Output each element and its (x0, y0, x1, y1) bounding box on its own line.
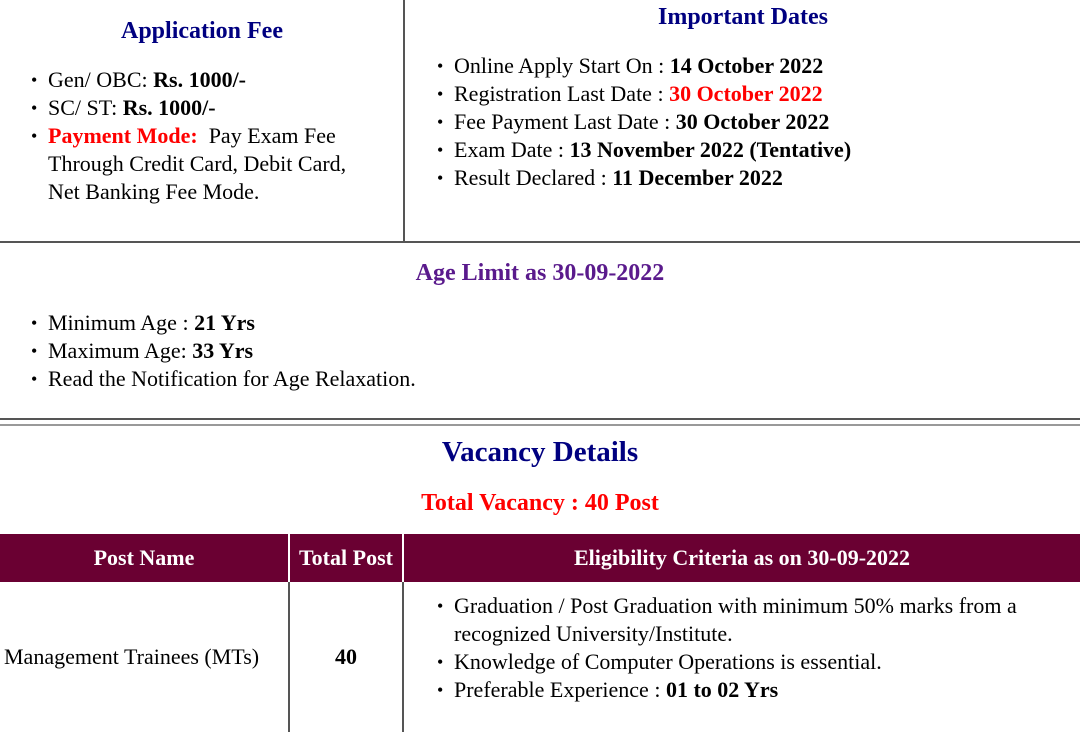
fee-item-payment (48, 122, 380, 206)
row-divider-2 (402, 582, 404, 732)
table-cell-eligibility (406, 592, 1080, 704)
age-limit-list (0, 309, 416, 393)
eligibility-item: • Knowledge of Computer Operations is essential. (454, 648, 1080, 676)
application-fee-title: Application Fee (121, 18, 283, 44)
eligibility-item: • Graduation / Post Graduation with minimum 50% marks from a recognized University/Institute. (454, 592, 1080, 648)
age-item: • Maximum Age: 33 Yrs (48, 337, 416, 365)
column-header-post-name: Post Name (93, 545, 195, 570)
application-fee-list (0, 66, 380, 206)
column-header-total-post: Total Post (299, 545, 393, 570)
application-fee-section (0, 0, 404, 242)
date-item: • Online Apply Start On : 14 October 2022 (454, 52, 851, 80)
fee-item-sc: • SC/ ST: Rs. 1000/- (48, 94, 380, 122)
fee-item-gen: • Gen/ OBC: Rs. 1000/- (48, 66, 380, 94)
date-item: • Exam Date : 13 November 2022 (Tentative) (454, 136, 851, 164)
date-item: • Result Declared : 11 December 2022 (454, 164, 851, 192)
payment-mode-label: Payment Mode: (48, 123, 198, 148)
table-cell-total-post: 40 (335, 644, 357, 669)
date-item: • Registration Last Date : 30 October 2022 (454, 80, 851, 108)
vacancy-details-title: Vacancy Details (441, 436, 639, 468)
payment-mode-text: Pay Exam Fee Through Credit Card, Debit Card, Net Banking Fee Mode. (48, 123, 347, 204)
eligibility-item: • Preferable Experience : 01 to 02 Yrs (454, 676, 1080, 704)
divider-age-2 (0, 424, 1080, 426)
important-dates-list (406, 52, 851, 192)
age-limit-title: Age Limit as 30-09-2022 (415, 260, 665, 286)
age-item: • Minimum Age : 21 Yrs (48, 309, 416, 337)
important-dates-title: Important Dates (658, 4, 828, 30)
age-item: • Read the Notification for Age Relaxation. (48, 365, 416, 393)
divider-age (0, 418, 1080, 420)
important-dates-section (406, 0, 1080, 242)
date-item: • Fee Payment Last Date : 30 October 2022 (454, 108, 851, 136)
table-header-row (0, 534, 1080, 582)
table-cell-post-name: Management Trainees (MTs) (4, 644, 260, 669)
total-vacancy: Total Vacancy : 40 Post (421, 490, 659, 516)
column-header-eligibility: Eligibility Criteria as on 30-09-2022 (573, 545, 911, 570)
